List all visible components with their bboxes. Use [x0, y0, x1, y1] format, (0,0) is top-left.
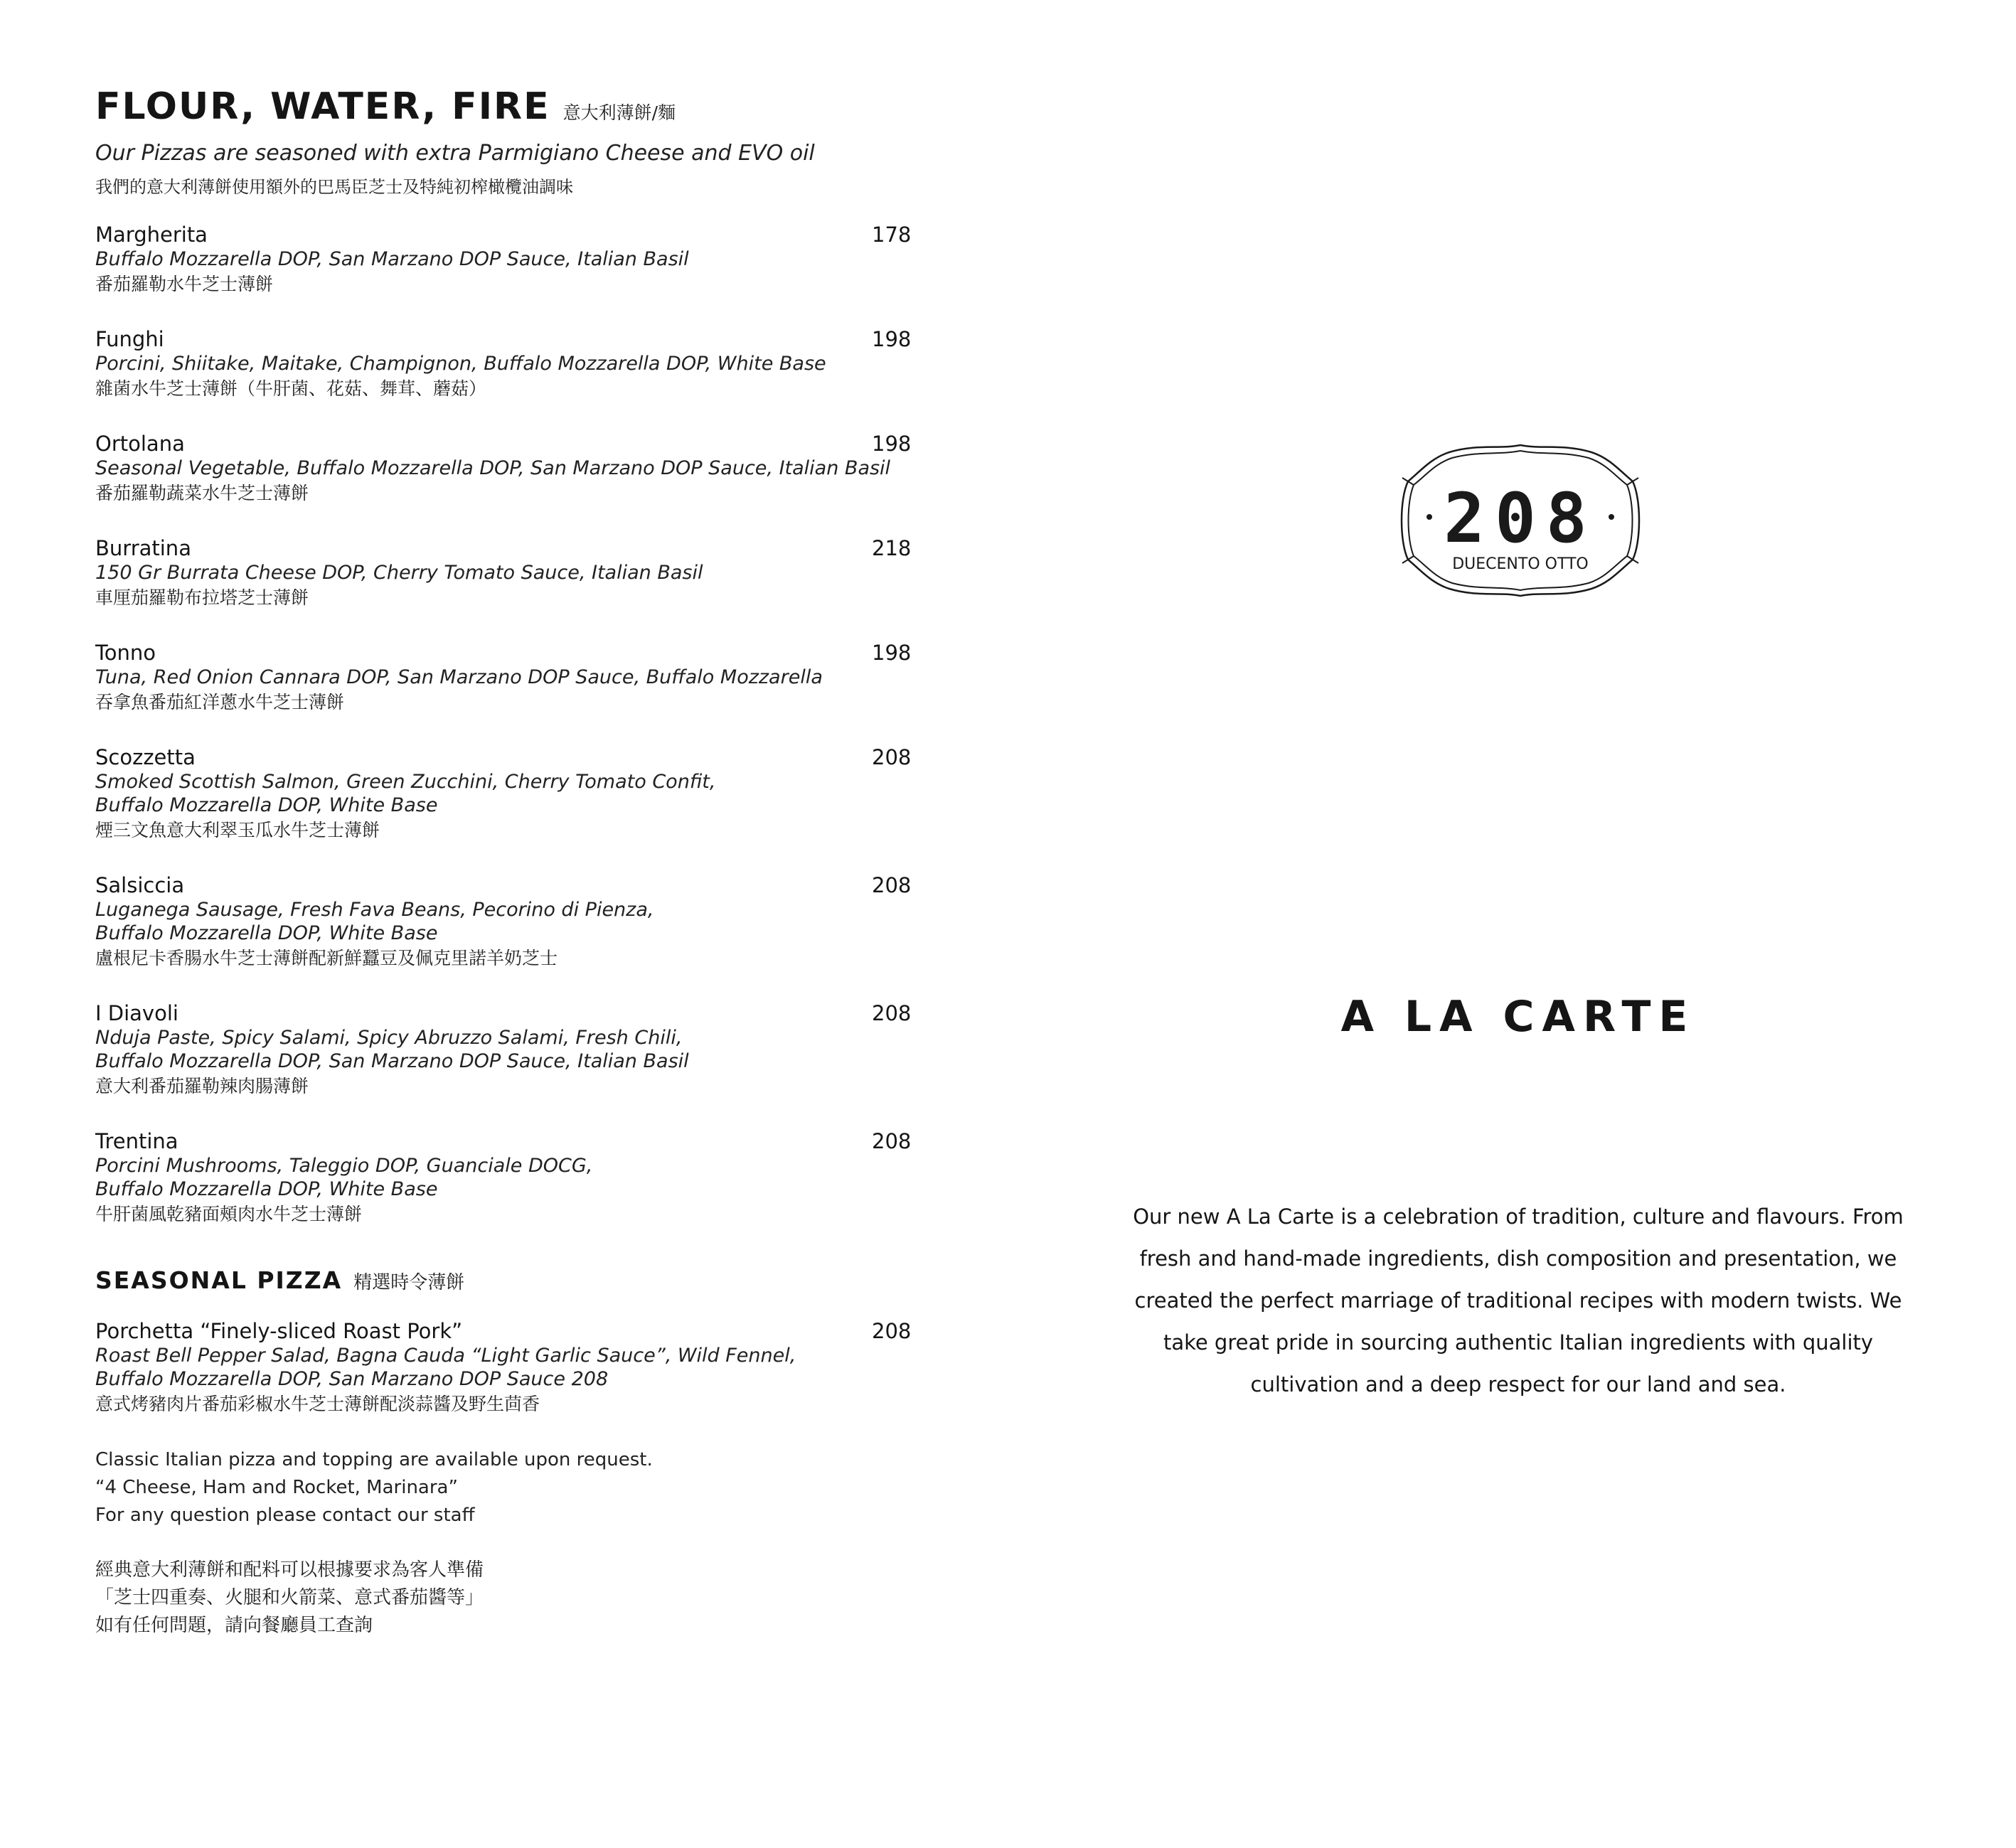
- menu-item-price: 208: [872, 873, 912, 897]
- menu-item-name: Burratina: [95, 536, 191, 560]
- menu-item-name: Margherita: [95, 223, 208, 247]
- menu-item-description: Smoked Scottish Salmon, Green Zucchini, Cherry Tomato Confit,: [95, 771, 716, 793]
- a-la-carte-intro: Our new A La Carte is a celebration of tradition, culture and flavours. From fresh and hand-made ingredients, dish composition and presentation, we created the perfect marriage of traditional recipes with modern twists. We take great pride in sourcing authentic Italian ingredients with quality cultivation and a deep respect for our land and sea.: [1133, 1205, 1904, 1396]
- menu-item-price: 208: [872, 1319, 912, 1343]
- note-line: “4 Cheese, Ham and Rocket, Marinara”: [95, 1477, 458, 1498]
- menu-item-description: Buffalo Mozzarella DOP, White Base: [95, 794, 438, 816]
- pizza-section-title-zh: 意大利薄餅/麵: [562, 102, 676, 123]
- menu-item-name-zh: 番茄羅勒蔬菜水牛芝士薄餅: [95, 483, 309, 503]
- menu-item: [95, 1128, 949, 1228]
- pizza-section-header: [95, 85, 949, 128]
- note-line: Classic Italian pizza and topping are available upon request.: [95, 1449, 653, 1470]
- menu-item-name-zh: 意大利番茄羅勒辣肉腸薄餅: [95, 1076, 309, 1096]
- restaurant-logo: [1392, 442, 1648, 599]
- menu-notes: [95, 1446, 949, 1640]
- menu-item-price: 218: [872, 536, 912, 560]
- menu-item: [95, 872, 949, 972]
- menu-item-price: 208: [872, 1001, 912, 1025]
- menu-item-price: 198: [872, 327, 912, 351]
- menu-item-name-zh: 煙三文魚意大利翠玉瓜水牛芝士薄餅: [95, 820, 380, 840]
- menu-item-name: Ortolana: [95, 432, 185, 456]
- menu-item-name: Funghi: [95, 327, 164, 351]
- seasonal-section-header: [95, 1266, 949, 1294]
- menu-item: [95, 1318, 949, 1418]
- menu-item-description: Seasonal Vegetable, Buffalo Mozzarella DOP, San Marzano DOP Sauce, Italian Basil: [95, 457, 891, 479]
- menu-item-description: Roast Bell Pepper Salad, Bagna Cauda “Light Garlic Sauce”, Wild Fennel,: [95, 1345, 796, 1367]
- note-line-zh: 如有任何問題，請向餐廳員工查詢: [95, 1615, 373, 1636]
- pizza-section-subtitle-zh: 我們的意大利薄餅使用額外的巴馬臣芝士及特純初榨橄欖油調味: [95, 177, 573, 197]
- logo-number: 208: [1444, 479, 1597, 558]
- menu-item-name-zh: 吞拿魚番茄紅洋蔥水牛芝士薄餅: [95, 692, 345, 712]
- menu-item-description: Buffalo Mozzarella DOP, San Marzano DOP Sauce, Italian Basil: [95, 1050, 689, 1072]
- menu-item: [95, 431, 949, 507]
- pizza-section-subtitle: Our Pizzas are seasoned with extra Parmigiano Cheese and EVO oil: [95, 141, 815, 166]
- menu-item-name: Tonno: [95, 641, 156, 665]
- menu-item-name: Scozzetta: [95, 745, 196, 769]
- menu-item-name-zh: 盧根尼卡香腸水牛芝士薄餅配新鮮蠶豆及佩克里諾羊奶芝士: [95, 948, 558, 968]
- menu-item-description: Tuna, Red Onion Cannara DOP, San Marzano DOP Sauce, Buffalo Mozzarella: [95, 666, 823, 688]
- menu-item-price: 208: [872, 745, 912, 769]
- menu-item-description: Nduja Paste, Spicy Salami, Spicy Abruzzo Salami, Fresh Chili,: [95, 1027, 683, 1049]
- menu-item-description: Buffalo Mozzarella DOP, White Base: [95, 1178, 438, 1200]
- seasonal-section-title-zh: 精選時令薄餅: [353, 1272, 465, 1293]
- menu-item: [95, 640, 949, 716]
- pizza-section-title: FLOUR, WATER, FIRE: [95, 85, 550, 128]
- menu-item: [95, 535, 949, 611]
- logo-text: DUECENTO OTTO: [1452, 555, 1589, 573]
- menu-item-name: Salsiccia: [95, 873, 185, 897]
- menu-item-description: Luganega Sausage, Fresh Fava Beans, Pecorino di Pienza,: [95, 899, 654, 921]
- menu-item-name-zh: 牛肝菌風乾豬面頰肉水牛芝士薄餅: [95, 1204, 363, 1224]
- menu-item-price: 208: [872, 1129, 912, 1153]
- menu-item-description: 150 Gr Burrata Cheese DOP, Cherry Tomato Sauce, Italian Basil: [95, 562, 703, 584]
- menu-item-price: 198: [872, 432, 912, 456]
- seasonal-item-list: [95, 1318, 949, 1418]
- pizza-item-list: [95, 222, 949, 1228]
- seasonal-section: [95, 1266, 949, 1418]
- menu-item: [95, 1000, 949, 1100]
- menu-item-name: Porchetta “Finely-sliced Roast Pork”: [95, 1319, 463, 1343]
- menu-item-description: Porcini Mushrooms, Taleggio DOP, Guanciale DOCG,: [95, 1155, 593, 1177]
- pizza-menu-column: [95, 85, 949, 1640]
- seasonal-section-title: SEASONAL PIZZA: [95, 1266, 343, 1294]
- menu-item-name: I Diavoli: [95, 1001, 178, 1025]
- menu-item-price: 178: [872, 223, 912, 247]
- menu-item-name-zh: 車厘茄羅勒布拉塔芝士薄餅: [95, 587, 309, 608]
- note-line-zh: 「芝士四重奏、火腿和火箭菜、意式番茄醬等」: [95, 1587, 484, 1608]
- menu-item-description: Buffalo Mozzarella DOP, White Base: [95, 922, 438, 944]
- menu-item-description: Porcini, Shiitake, Maitake, Champignon, Buffalo Mozzarella DOP, White Base: [95, 353, 826, 375]
- note-line-zh: 經典意大利薄餅和配料可以根據要求為客人準備: [95, 1559, 484, 1581]
- menu-item-name-zh: 意式烤豬肉片番茄彩椒水牛芝士薄餅配淡蒜醬及野生茴香: [95, 1394, 540, 1414]
- menu-item-price: 198: [872, 641, 912, 665]
- menu-item-name-zh: 雜菌水牛芝士薄餅（牛肝菌、花菇、舞茸、蘑菇）: [95, 378, 487, 399]
- menu-item-name: Trentina: [95, 1129, 178, 1153]
- menu-item-description: Buffalo Mozzarella DOP, San Marzano DOP Sauce 208: [95, 1368, 609, 1390]
- note-line: For any question please contact our staff: [95, 1505, 475, 1526]
- menu-item: [95, 222, 949, 298]
- menu-item: [95, 326, 949, 402]
- menu-item-name-zh: 番茄羅勒水牛芝士薄餅: [95, 274, 274, 294]
- a-la-carte-title: A LA CARTE: [1340, 992, 1696, 1042]
- menu-item: [95, 744, 949, 844]
- menu-item-description: Buffalo Mozzarella DOP, San Marzano DOP Sauce, Italian Basil: [95, 248, 689, 270]
